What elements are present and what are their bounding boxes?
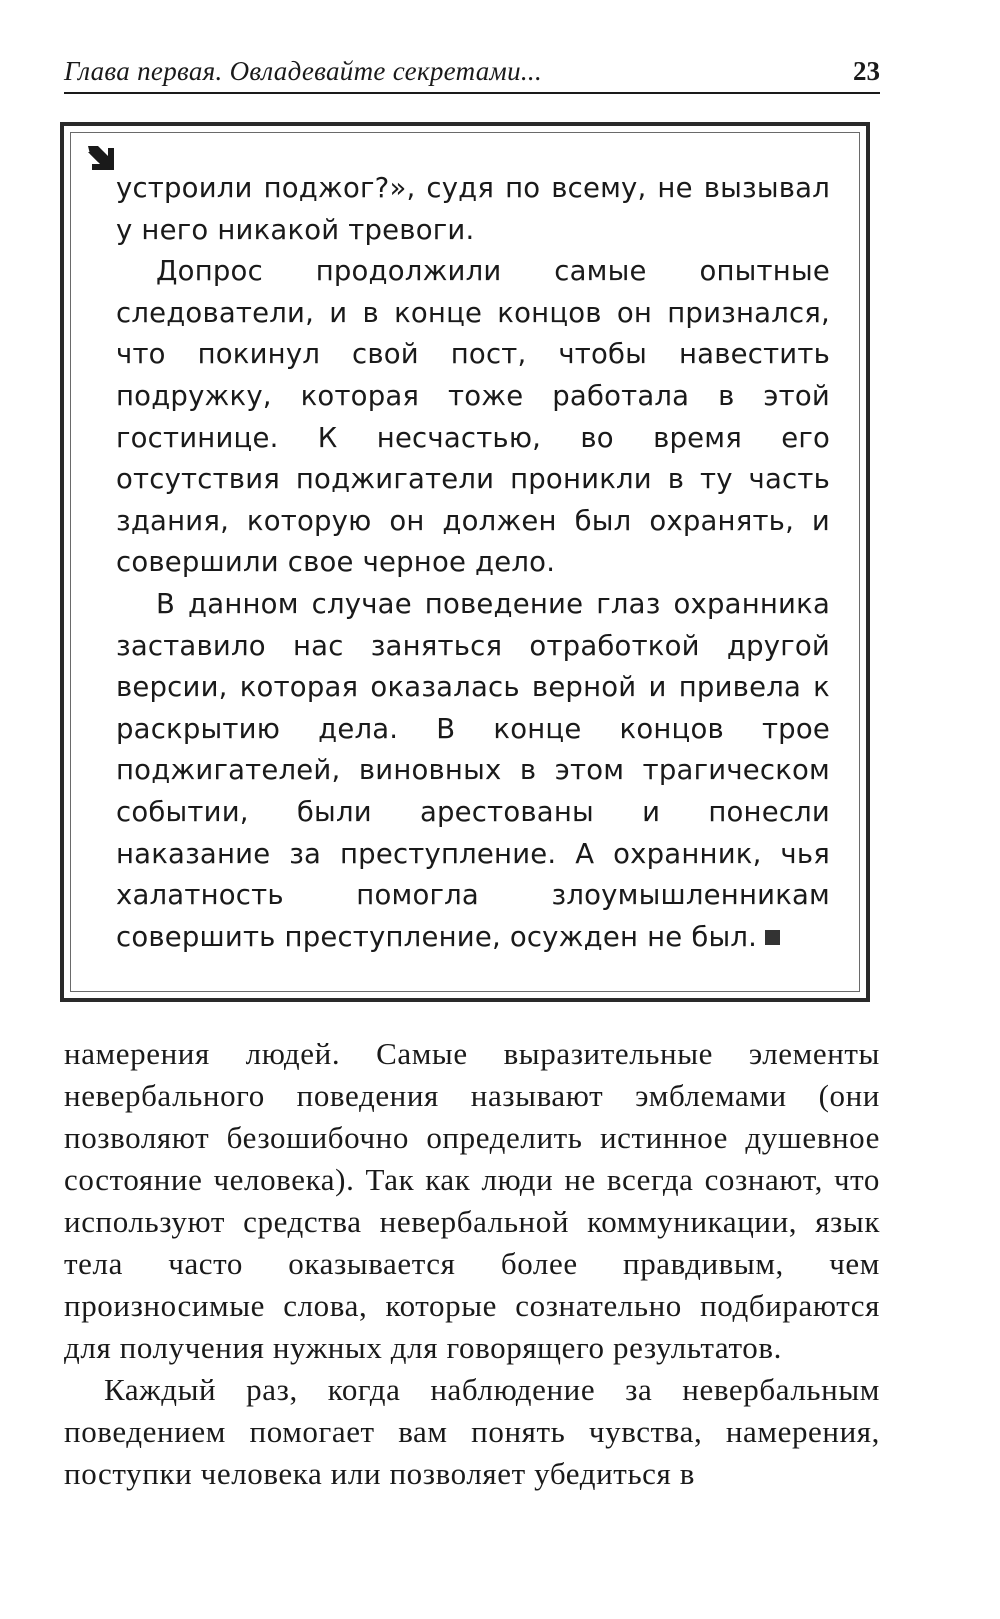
box-paragraph: Допрос продолжили самые опытные следователи, и в конце концов он признался, что покинул свой пост, чтобы навестить подружку, которая тоже работала в этой гостинице. К несчастью, во время его отсутствия поджигатели проникли в ту часть здания, которую он должен был охранять, и совершили свое черное дело.	[116, 255, 830, 579]
end-of-box-square-icon	[765, 930, 780, 945]
sidebar-box	[60, 122, 870, 1002]
body-paragraph: намерения людей. Самые выразительные элементы невербального поведения называют эмблемами (они позволяют безошибочно определить истинное душевное состояние человека). Так как люди не всегда сознают, что используют средства невербальной коммуникации, язык тела часто оказывается более правдивым, чем произносимые слова, которые сознательно подбираются для получения нужных для говорящего результатов.	[64, 1036, 880, 1365]
box-paragraph: устроили поджог?», судя по всему, не вызывал у него никакой тревоги.	[116, 172, 830, 246]
arrow-down-right-icon	[84, 140, 118, 174]
page-number: 23	[853, 56, 880, 86]
body-paragraph: Каждый раз, когда наблюдение за невербальным поведением помогает вам понять чувства, намерения, поступки человека или позволяет убедиться в	[64, 1372, 880, 1491]
page-header	[64, 52, 880, 94]
chapter-title: Глава первая. Овладевайте секретами...	[64, 56, 543, 86]
box-paragraph-last	[116, 584, 830, 958]
box-paragraph-text: В данном случае поведение глаз охранника заставило нас заняться отработкой другой версии, которая оказалась верной и привела к раскрытию дела. В конце концов трое поджигателей, виновных в этом трагическом событии, были арестованы и понесли наказание за преступление. А охранник, чья халатность помогла злоумышленникам совершить преступление, осужден не был.	[116, 587, 830, 953]
sidebar-box-text	[116, 168, 830, 958]
main-body-text	[64, 1033, 880, 1495]
